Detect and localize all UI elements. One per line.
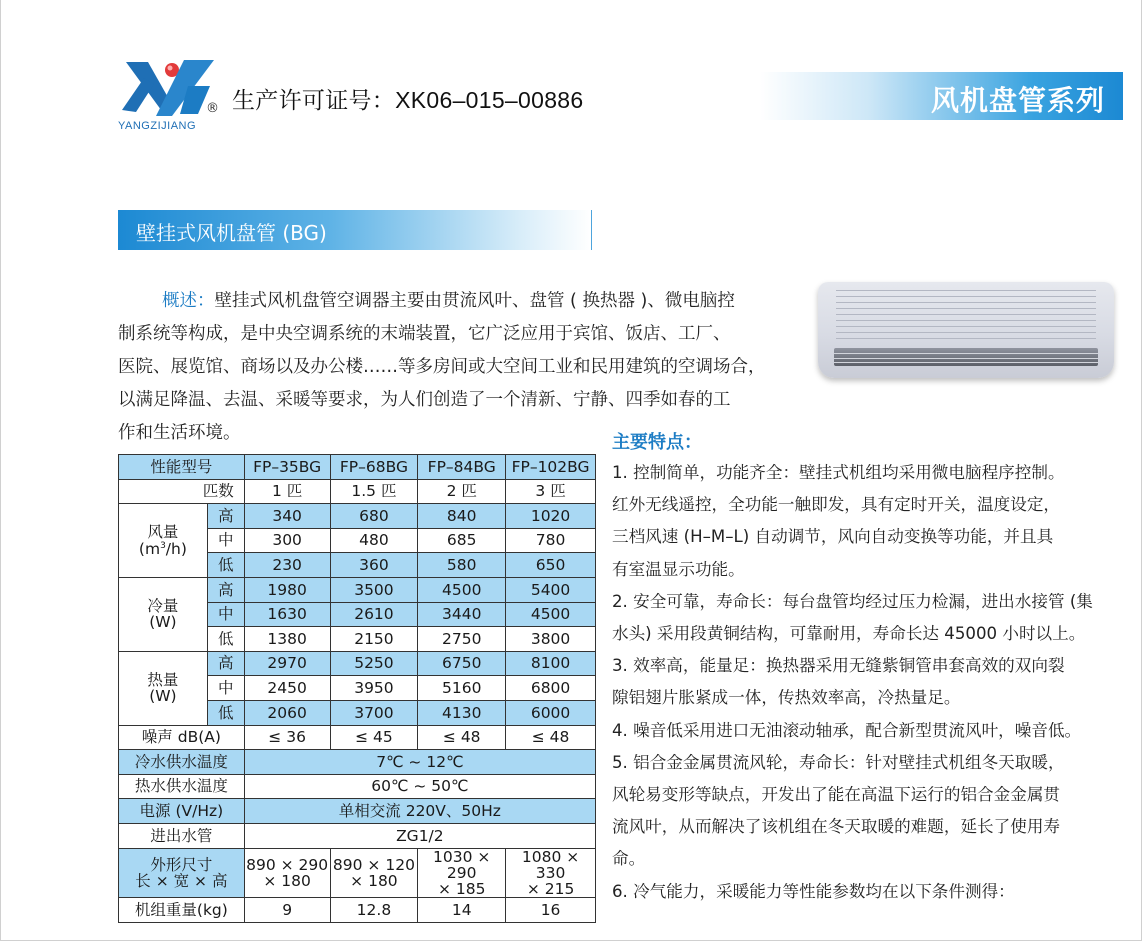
hp-cell: 1 匹: [244, 479, 330, 504]
model-cell: FP–102BG: [506, 455, 596, 480]
table-row-weight: [119, 898, 596, 923]
table-row-dimensions: [119, 848, 596, 898]
table-row-airflow-high: [119, 504, 596, 529]
level-cell: 低: [207, 627, 244, 652]
overview-line: 制系统等构成，是中央空调系统的末端装置，它广泛应用于宾馆、饭店、工厂、: [118, 324, 731, 344]
feature-line: 6. 冷气能力，采暖能力等性能参数均在以下条件测得：: [612, 881, 1015, 901]
value-cell: 8100: [506, 651, 596, 676]
series-banner: [760, 72, 1123, 120]
feature-line: 5. 铝合金金属贯流风轮，寿命长：针对壁挂式机组冬天取暖，: [612, 752, 1065, 772]
value-cell: 580: [418, 553, 506, 578]
cold-water-value: 7℃ ~ 12℃: [244, 750, 595, 775]
value-cell: 840: [418, 504, 506, 529]
table-row-power: [119, 799, 596, 824]
level-cell: 高: [207, 504, 244, 529]
level-cell: 中: [207, 528, 244, 553]
dimensions-label-cell: [119, 848, 245, 898]
feature-line: 风轮易变形等缺点，开发出了能在高温下运行的铝合金金属贯: [612, 785, 1061, 805]
table-row-pipe: [119, 823, 596, 848]
value-cell: 2610: [330, 602, 418, 627]
hp-cell: 1.5 匹: [330, 479, 418, 504]
value-cell: 360: [330, 553, 418, 578]
airflow-unit: $(m^3/h)$: [138, 539, 187, 558]
value-cell: 3440: [418, 602, 506, 627]
feature-line: 3. 效率高，能量足：换热器采用无缝紫铜管串套高效的双向裂: [612, 656, 1065, 676]
hot-water-value: 60℃ ~ 50℃: [244, 774, 595, 799]
level-cell: 高: [207, 577, 244, 602]
value-cell: 340: [244, 504, 330, 529]
table-row-noise: [119, 725, 596, 750]
noise-cell: ≤ 45: [330, 725, 418, 750]
model-cell: FP–84BG: [418, 455, 506, 480]
heating-unit: (W): [149, 687, 177, 706]
value-cell: 6750: [418, 651, 506, 676]
noise-cell: ≤ 36: [244, 725, 330, 750]
value-cell: 230: [244, 553, 330, 578]
dimensions-label: 外形尺寸: [150, 855, 213, 874]
value-cell: 1980: [244, 577, 330, 602]
weight-cell: 12.8: [330, 898, 418, 923]
feature-line: 4. 噪音低采用进口无油滚动轴承，配合新型贯流风叶，噪音低。: [612, 720, 1082, 740]
ac-unit-body: [818, 282, 1114, 378]
value-cell: 650: [506, 553, 596, 578]
value-cell: 2750: [418, 627, 506, 652]
value-cell: 3950: [330, 676, 418, 701]
value-cell: 1380: [244, 627, 330, 652]
hp-cell: 2 匹: [418, 479, 506, 504]
cold-water-label: 冷水供水温度: [119, 750, 245, 775]
level-cell: 低: [207, 700, 244, 725]
overview-paragraph: [118, 285, 793, 450]
value-cell: 4130: [418, 700, 506, 725]
value-cell: 5160: [418, 676, 506, 701]
power-label: 电源 (V/Hz): [119, 799, 245, 824]
cooling-unit: (W): [149, 613, 177, 632]
feature-line: 2. 安全可靠，寿命长：每台盘管均经过压力检漏，进出水接管 (集: [612, 591, 1093, 611]
level-cell: 中: [207, 676, 244, 701]
model-cell: FP–35BG: [244, 455, 330, 480]
dimensions-cell: 1080 × 330 × 215: [506, 848, 596, 898]
value-cell: 4500: [506, 602, 596, 627]
section-banner: [118, 210, 592, 250]
heating-label-cell: [119, 651, 208, 725]
dimensions-cell: 890 × 290 × 180: [244, 848, 330, 898]
air-vent: [834, 348, 1098, 366]
spec-table: [118, 454, 596, 923]
weight-cell: 14: [418, 898, 506, 923]
level-cell: 低: [207, 553, 244, 578]
overview-line: 以满足降温、去温、采暖等要求，为人们创造了一个清新、宁静、四季如春的工: [118, 390, 731, 410]
dimensions-cell: 1030 × 290 × 185: [418, 848, 506, 898]
table-row-hp: [119, 479, 596, 504]
table-row-models: [119, 455, 596, 480]
noise-cell: ≤ 48: [418, 725, 506, 750]
pipe-label: 进出水管: [119, 823, 245, 848]
heating-label: 热量: [147, 670, 179, 689]
license-number: 生产许可证号：XK06–015–00886: [232, 87, 584, 113]
value-cell: 3800: [506, 627, 596, 652]
value-cell: 6800: [506, 676, 596, 701]
value-cell: 2450: [244, 676, 330, 701]
power-value: 单相交流 220V、50Hz: [244, 799, 595, 824]
value-cell: 5400: [506, 577, 596, 602]
overview-line: 医院、展览馆、商场以及办公楼……等多房间或大空间工业和民用建筑的空调场合，: [118, 357, 766, 377]
table-row-cold-water: [119, 750, 596, 775]
table-row-cooling-high: [119, 577, 596, 602]
value-cell: 2060: [244, 700, 330, 725]
overview-line: 壁挂式风机盘管空调器主要由贯流风叶、盘管 ( 换热器 )、微电脑控: [214, 291, 735, 311]
table-row-heating-high: [119, 651, 596, 676]
airflow-label-cell: [119, 504, 208, 578]
value-cell: 3700: [330, 700, 418, 725]
weight-cell: 9: [244, 898, 330, 923]
registered-mark: ®: [206, 101, 219, 116]
value-cell: 5250: [330, 651, 418, 676]
overview-label: 概述：: [162, 291, 215, 311]
model-cell: FP–68BG: [330, 455, 418, 480]
value-cell: 780: [506, 528, 596, 553]
feature-line: 命。: [612, 849, 646, 869]
dimensions-cell: 890 × 120 × 180: [330, 848, 418, 898]
series-title: 风机盘管系列: [930, 84, 1105, 117]
value-cell: 1020: [506, 504, 596, 529]
feature-line: 流风叶，从而解决了该机组在冬天取暖的难题，延长了使用寿: [612, 817, 1061, 837]
feature-line: 1. 控制简单，功能齐全：壁挂式机组均采用微电脑程序控制。: [612, 463, 1065, 482]
feature-line: 水头) 采用段黄铜结构，可靠耐用，寿命长达 45000 小时以上。: [612, 624, 1086, 644]
pipe-value: ZG1/2: [244, 823, 595, 848]
value-cell: 2970: [244, 651, 330, 676]
level-cell: 中: [207, 602, 244, 627]
table-row-hot-water: [119, 774, 596, 799]
logo-text: YANGZIJIANG: [118, 120, 197, 132]
value-cell: 2150: [330, 627, 418, 652]
value-cell: 6000: [506, 700, 596, 725]
value-cell: 680: [330, 504, 418, 529]
section-title: 壁挂式风机盘管 (BG): [136, 221, 327, 245]
feature-line: 三档风速 (H–M–L) 自动调节，风向自动变换等功能，并且具: [612, 527, 1054, 547]
hp-label: 匹数: [119, 479, 245, 504]
value-cell: 480: [330, 528, 418, 553]
overview-line: 作和生活环境。: [118, 423, 241, 443]
model-label: 性能型号: [119, 455, 245, 480]
noise-label: 噪声 dB(A): [119, 725, 245, 750]
feature-line: 隙铝翅片胀紧成一体，传热效率高，冷热量足。: [612, 688, 961, 708]
hp-cell: 3 匹: [506, 479, 596, 504]
features-heading: 主要特点：: [612, 432, 702, 453]
cooling-label-cell: [119, 577, 208, 651]
weight-label: 机组重量(kg): [119, 898, 245, 923]
value-cell: 4500: [418, 577, 506, 602]
hot-water-label: 热水供水温度: [119, 774, 245, 799]
value-cell: 1630: [244, 602, 330, 627]
value-cell: 685: [418, 528, 506, 553]
cooling-label: 冷量: [147, 597, 179, 616]
weight-cell: 16: [506, 898, 596, 923]
feature-line: 有室温显示功能。: [612, 559, 745, 579]
noise-cell: ≤ 48: [506, 725, 596, 750]
dimensions-sublabel: 长 × 宽 × 高: [135, 871, 228, 890]
product-image: [818, 282, 1114, 378]
value-cell: 300: [244, 528, 330, 553]
features-list: [612, 457, 1127, 908]
airflow-label: 风量: [147, 523, 179, 542]
feature-line: 红外无线遥控，全功能一触即发，具有定时开关，温度设定，: [612, 495, 1061, 515]
level-cell: 高: [207, 651, 244, 676]
value-cell: 3500: [330, 577, 418, 602]
